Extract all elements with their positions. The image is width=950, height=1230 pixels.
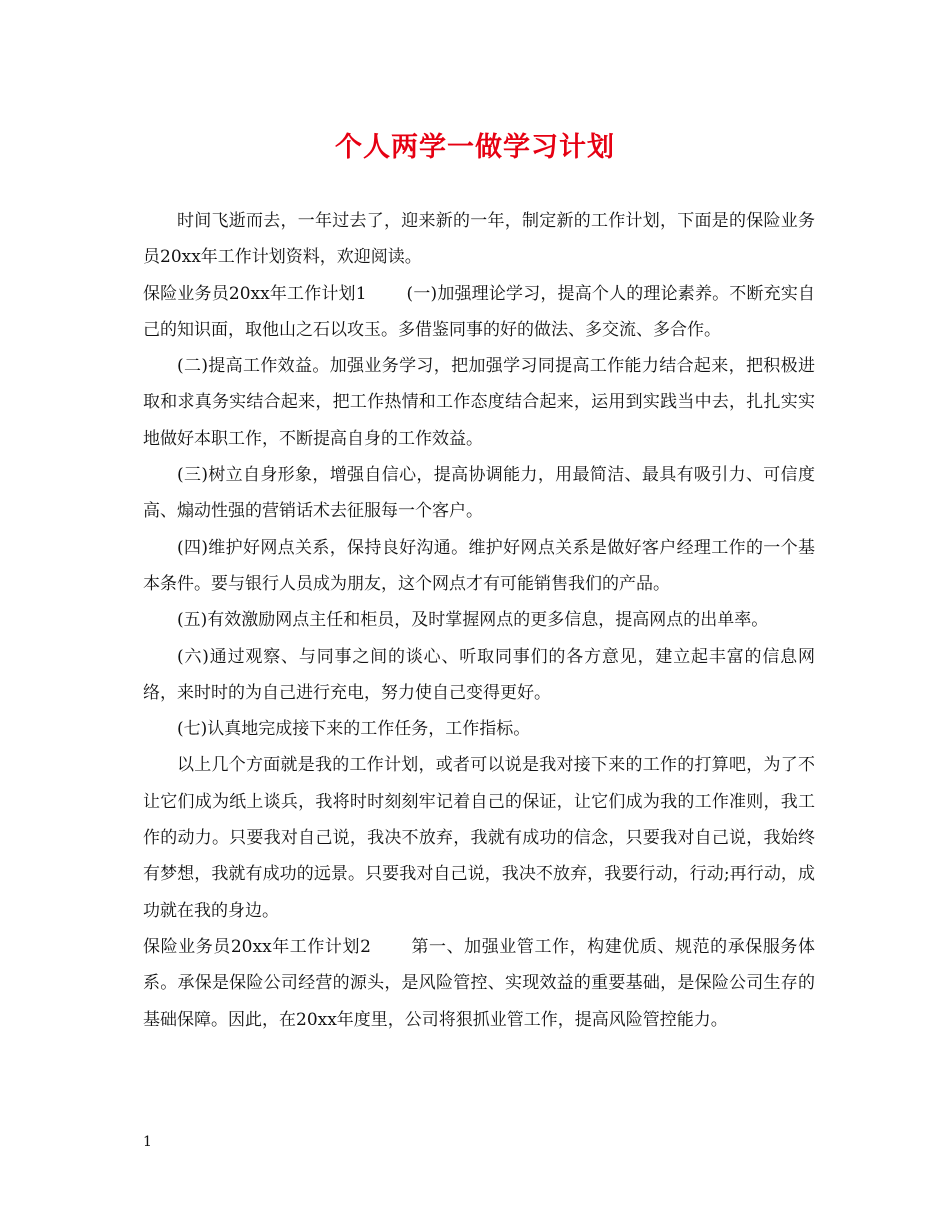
paragraph-text: 第一、加强业管工作，构建优质、规范的承保服务体系。承保是保险公司经营的源头，是风险管控、实现效益的重要基础，是保险公司生存的基础保障。因此，在20xx年度里，公司将狠抓业管工作，提高风险管控能力。 xyxy=(143,936,815,1030)
paragraph-plan1-item1 xyxy=(143,276,815,349)
paragraph-plan2 xyxy=(143,929,815,1038)
section-heading-plan2: 保险业务员20xx年工作计划2 xyxy=(143,936,371,957)
page-number: 1 xyxy=(143,1134,152,1150)
paragraph-item2: (二)提高工作效益。加强业务学习，把加强学习同提高工作能力结合起来，把积极进取和求真务实结合起来，把工作热情和工作态度结合起来，运用到实践当中去，扎扎实实地做好本职工作，不断提高自身的工作效益。 xyxy=(143,356,815,449)
paragraph-item5: (五)有效激励网点主任和柜员，及时掌握网点的更多信息，提高网点的出单率。 xyxy=(177,610,769,631)
paragraph-item3: (三)树立自身形象，增强自信心，提高协调能力，用最简洁、最具有吸引力、可信度高、煽动性强的营销话术去征服每一个客户。 xyxy=(143,465,815,522)
paragraph-text: (一)加强理论学习，提高个人的理论素养。不断充实自己的知识面，取他山之石以攻玉。多借鉴同事的好的做法、多交流、多合作。 xyxy=(143,283,815,340)
paragraph-summary: 以上几个方面就是我的工作计划，或者可以说是我对接下来的工作的打算吧，为了不让它们成为纸上谈兵，我将时时刻刻牢记着自己的保证，让它们成为我的工作准则，我工作的动力。只要我对自己说，我决不放弃，我就有成功的信念，只要我对自己说，我始终有梦想，我就有成功的远景。只要我对自己说，我决不放弃，我要行动，行动;再行动，成功就在我的身边。 xyxy=(143,755,815,921)
document-title: 个人两学一做学习计划 xyxy=(335,132,615,163)
paragraph-item6: (六)通过观察、与同事之间的谈心、听取同事们的各方意见，建立起丰富的信息网络，来时时的为自己进行充电，努力使自己变得更好。 xyxy=(143,646,815,703)
document-body xyxy=(143,203,815,1038)
paragraph-intro: 时间飞逝而去，一年过去了，迎来新的一年，制定新的工作计划，下面是的保险业务员20xx年工作计划资料，欢迎阅读。 xyxy=(143,211,815,268)
paragraph-item4: (四)维护好网点关系，保持良好沟通。维护好网点关系是做好客户经理工作的一个基本条件。要与银行人员成为朋友，这个网点才有可能销售我们的产品。 xyxy=(143,537,815,594)
section-heading-plan1: 保险业务员20xx年工作计划1 xyxy=(143,283,367,304)
paragraph-item7: (七)认真地完成接下来的工作任务，工作指标。 xyxy=(177,719,531,740)
